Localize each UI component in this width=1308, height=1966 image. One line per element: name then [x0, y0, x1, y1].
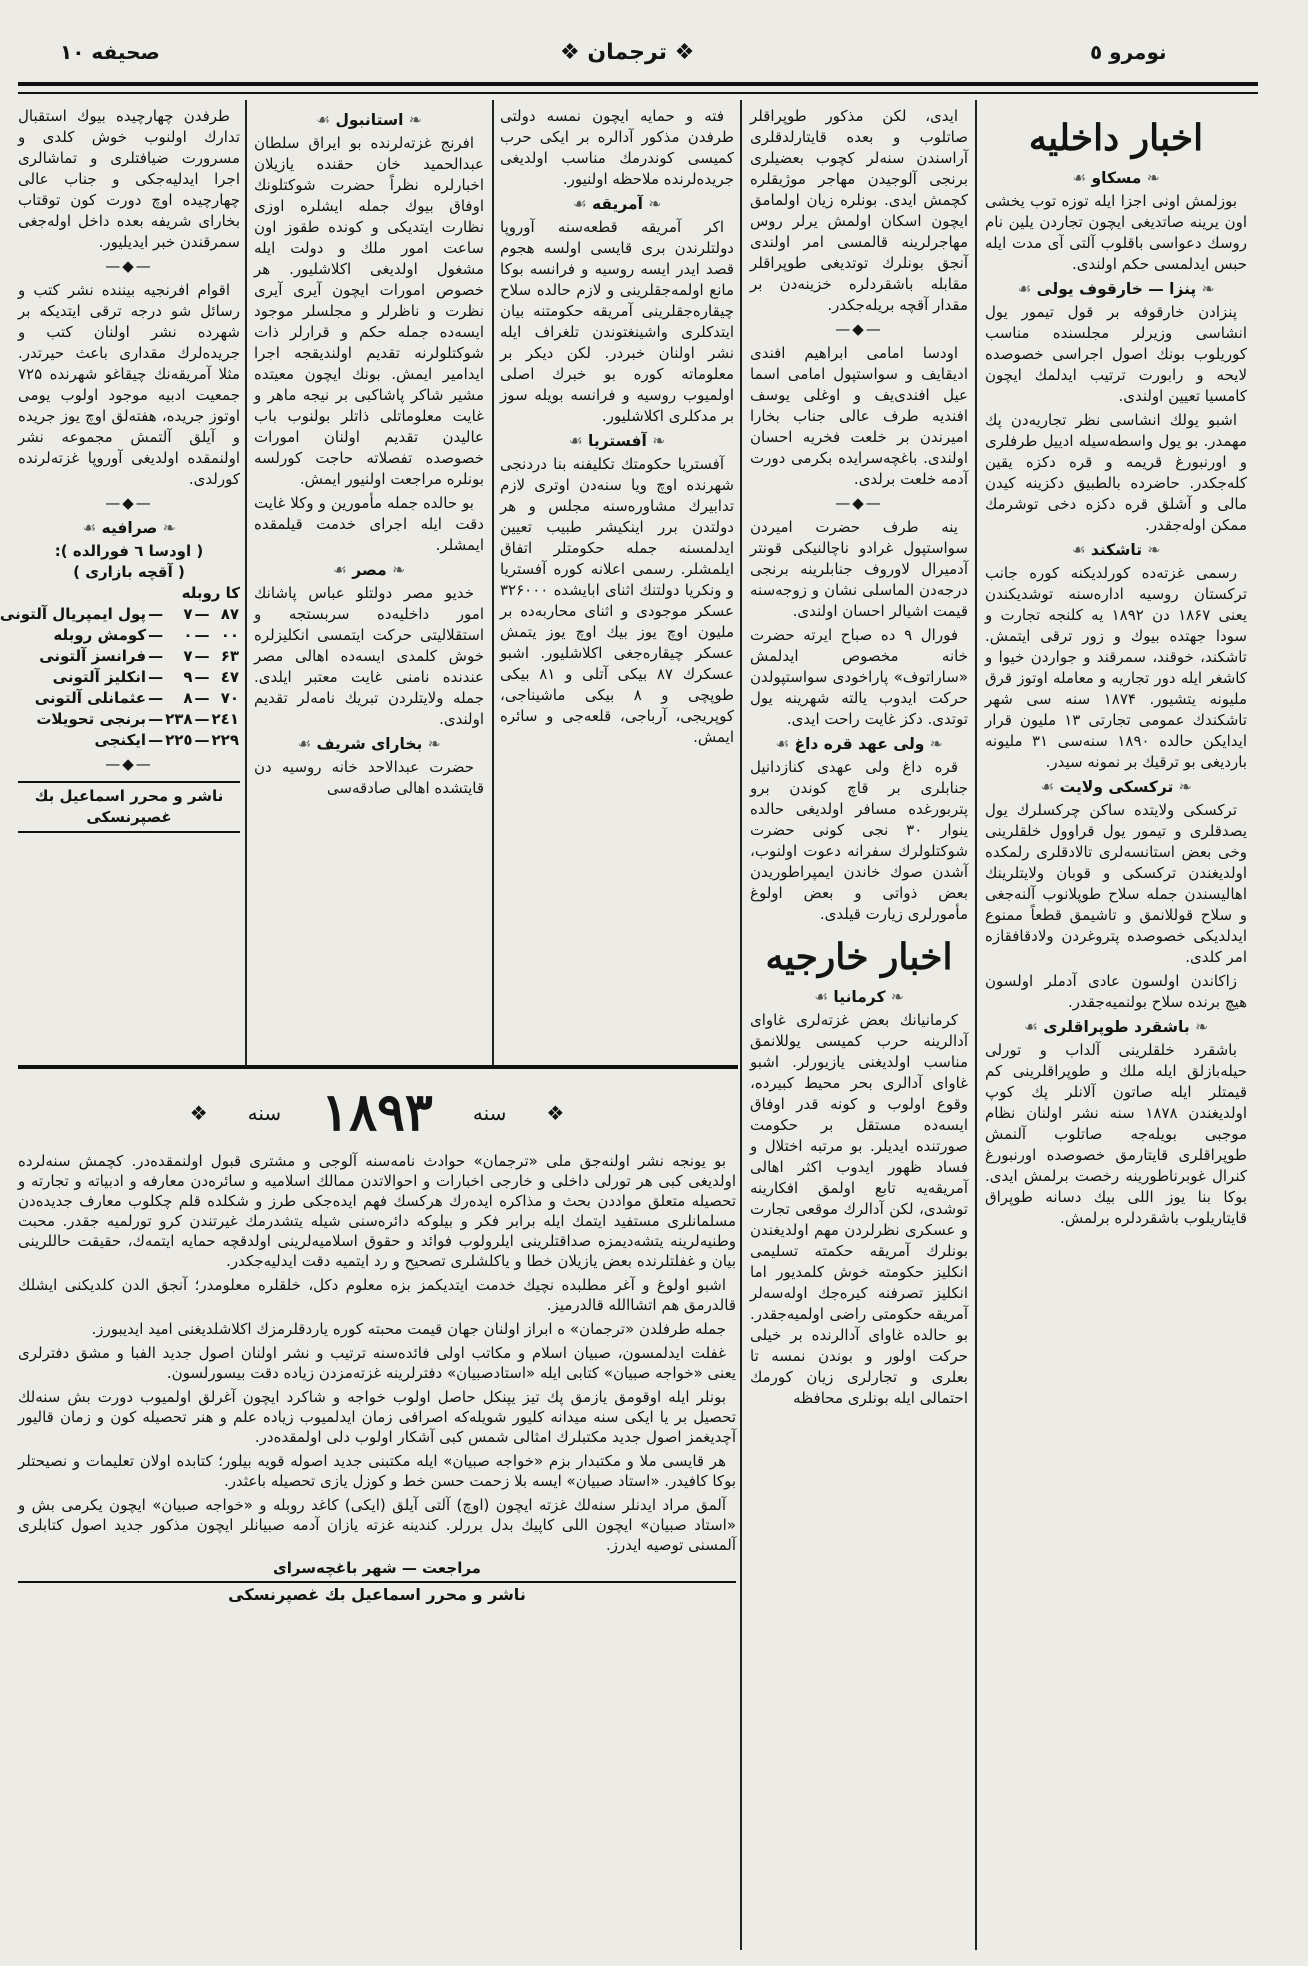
dash: — — [194, 689, 210, 707]
exchange-place-date: ( اودسا ٦ فورالده ): — [54, 542, 204, 560]
title-text: ترجمان — [587, 40, 667, 65]
article-paragraph: فورال ۹ ده صباح ايرته حضرت خانه مخصوص ايدلمش «ساراتوف» پاراخودى سواستپولدن حركت ايدوب يالته شهرينه يول توتدى. دكز غايت راحت ايدى. — [750, 626, 968, 728]
currency-label: انكليز آلتونى — [52, 668, 147, 686]
kopeck-value: ۶۳ — [220, 647, 239, 665]
ornament-icon: ❖ — [189, 1100, 208, 1125]
currency-label: فرانسز آلتونى — [39, 647, 147, 665]
page-number: صحيفه ۱۰ — [60, 40, 160, 64]
currency-label: عثمانلى آلتونى — [34, 689, 147, 707]
dash: — — [148, 647, 164, 665]
publisher-footer: ناشر و محرر اسماعيل بك غصپرنسكى — [18, 781, 240, 833]
kopeck-value: ۰۰ — [220, 626, 239, 644]
column-3 — [500, 106, 734, 751]
divider-ornament: —◆— — [105, 257, 153, 275]
exchange-row — [0, 730, 240, 751]
ruble-value: ۲۲٥ — [165, 731, 193, 749]
article-heading: ❧ پنزا — خارقوف يولى ☙ — [985, 279, 1247, 300]
year-word-left: سنه — [247, 1100, 282, 1125]
announcement-paragraph: بو يونجه نشر اولنه‌جق ملى «ترجمان» حوادث نامه‌سنه آلوجى و مشترى قبول اولنمقده‌در. كچمش سنه‌لرده اولديغى كبى هر تورلى داخلى و خارجى اخبارات و احوالاتدن ممالك اسلاميه و سائره‌دن معارفه و ادبياته و تجارته و تحصيله متعلق مواددن بحث و مذاكره ايده‌رك هركسك فهم ايده‌جكى طرز و شكلده قلم چكلوب معارف جديده‌دن مسلمانلرى مستفيد ايتمك ايله برابر فكر و بيلوكه دائره‌سنى شيله يتشدرمك غيرتندن كرو تورلميه جقدر. محبت وطنيه‌لرينه يتشه‌ديمزه صداقتلرينى ايلرولوب فوائد و حقوق اسلاميه‌لرينى اولدقچه حمايه ايتمه‌ك، حقيقت حاللرينى بيان و غفلتلرنده بعض يازيلان خطا و ياكلشلرى تصحيح و رد ايتميه دقت ايدليه‌جكدر. — [18, 1152, 736, 1270]
article-paragraph: اقوام افرنجيه بيننده نشر كتب و رسائل شو درجه ترقى ايتديكه بر شهرده نشر اولنان كتب و جريده‌لرك مقدارى باعث حيرتدر. مثلا آمريقه‌نك چيقاغو شهرنده ۷۲۵ جمعيت ادبيه موجود اولوب يومى اوتوز جريده، هفته‌لق اوچ يوز جريده و آيلق آلتمش مجموعه نشر اولنمقده اولديغى آوروپا غزته‌لرنده كورلدى. — [18, 281, 240, 488]
dash: — — [148, 626, 164, 644]
divider-ornament: —◆— — [105, 494, 153, 512]
announcement-paragraph: آلمق مراد ايدنلر سنه‌لك غزته ايچون (اوچ) آلتى آيلق (ايكى) كاغد روبله و «خواجه صبيان» ايچون يكرمى بش و «استاد صبيان» ايچون اللى كاپيك بدل بررلر. كندينه غزته يازان آدمه صبيانلر ايچون مذكور جديد اصول كتابلرى آلمسنى توصيه ايدرز. — [18, 1496, 736, 1554]
article-paragraph: حضرت عبدالاحد خانه روسيه دن قايتشده اهالى صادقه‌سى — [254, 758, 484, 797]
year-word-right: سنه — [472, 1100, 507, 1125]
article-paragraph: فته و حمايه ايچون نمسه دولتى طرفدن مذكور آدالره بر ايكى حرب كميسى كوندرمك مناسب اولديغى جريده‌لرنده ملاحظه اولنيور. — [500, 107, 734, 188]
article-paragraph: اودسا امامى ابراهيم افندى اديقايف و سواستپول امامى اسما عيل افندى‌يف و اوغلى يوسف افنديه طرف عالى جناب بخارا اميرندن بر خلعت فخريه احسان اولندى. باغچه‌سرايده بكرمى دورت آدمه خلعت برلدى. — [750, 344, 968, 488]
dash: — — [194, 647, 210, 665]
column-divider — [492, 100, 494, 1065]
ruble-value: ۷ — [183, 647, 193, 665]
dash: — — [148, 668, 164, 686]
divider-ornament: —◆— — [835, 320, 883, 338]
article-paragraph: ينه طرف حضرت اميردن سواستپول غرادو ناچالنيكى قونتر آدميرال لاوروف جنابلرينه برنجى درجه‌دن الماسلى نشان و زوجه‌سنه قيمت اشيالر احسان اولندى. — [750, 518, 968, 620]
exchange-row — [0, 646, 240, 667]
article-heading: ❧ آمريقه ☙ — [500, 194, 734, 215]
masthead-rule — [18, 92, 1258, 94]
article-heading: ❧ استانبول ☙ — [254, 110, 484, 131]
exchange-heading: ❧ صرافيه ☙ — [18, 518, 240, 539]
article-heading: ❧ بخاراى شريف ☙ — [254, 734, 484, 755]
divider-ornament: —◆— — [105, 755, 153, 773]
ruble-value: ۷ — [183, 605, 193, 623]
exchange-row — [0, 625, 240, 646]
column-4 — [750, 106, 968, 1412]
section-rule — [18, 1065, 738, 1069]
article-paragraph: رسمى غزته‌ده كورلديكنه كوره جانب تركستان روسيه اداره‌سنه توشديكندن يعنى ۱۸۶۷ دن ۱۸۹۲ يه كلنجه تجارت و سودا جهتده بيوك و زور ترقى ايتمش. تاشكند، خوقند، سمرقند و جواردن خيوا و كاشغر ايله دور تجاريه و معامله اوتوز قرق مليونه يتشيور. ۱۸۷۴ سنه سى شهر تاشكندك عمومى تجارتى ۱۳ مليون قرار ايدايكن حالده ۱۸۹۰ سنه‌سى ۳۱ مليونه بارديغى بو ترقيك بر نمونه سيدر. — [985, 564, 1248, 771]
announcement-paragraph: جمله طرفلدن «ترجمان» ه ابراز اولنان جهان قيمت محبته كوره ياردقلرمزك اكلاشلديغنى اميد ايديبورز. — [91, 1320, 726, 1338]
masthead-rule — [18, 82, 1258, 86]
column-divider — [740, 100, 742, 1950]
exchange-row — [0, 688, 240, 709]
article-paragraph: افرنج غزته‌لرنده بو ايراق سلطان عبدالحميد خان حقنده يازيلان اخبارلره نظراً حضرت شوكتلونك اوفاق بيوك جمله ايشلره اوزى نظارت ايتديكى و كونده طقوز اون ساعت امور ملك و دولت ايله مشغول اولديغى اكلاشليور. هر خصوص امورات ايچون آيرى آيرى نظرت و ناظرلر و مجلسلر موجود ايسه‌ده جمله حكم و قرارلر ذات شوكتلولرنه تقديم اولنديقجه اجرا ايدامير ايمش. بونك ايچون معيتده مشير شاكر پاشاكبى بر نيجه ماهر و غايت معلوماتلى ذاتلر بولنوب باب عاليدن تقديم اولنان امورات خصوصده تفصلاته حاجت كورلسه بونلره مراجعت اولنيور ايمش. — [254, 134, 484, 488]
article-heading: ❧ مصر ☙ — [254, 560, 484, 581]
article-paragraph: بوزلمش اونى اجزا ايله توزه توب يخشى اون يرينه صاتديغى ايچون تجاردن يلين نام روسك دعواسى باقلوب آلتى آى مدت ايله حبس ايدلمسى حكم اولندى. — [985, 192, 1247, 273]
dash: — — [148, 689, 164, 707]
exchange-row — [0, 667, 240, 688]
newspaper-title — [560, 40, 694, 65]
article-paragraph: بو حالده جمله مأمورين و وكلا غايت دقت ايله اجراى خدمت قيلمقده ايمشلر. — [254, 494, 484, 554]
article-paragraph: اشبو يولك انشاسى نظر تجاريه‌دن پك مهمدر. بو يول واسطه‌سيله ادييل طرفلرى و اورنبورغ قريمه و قره دكزه يقين كله‌جكدر. حاضرده بالطبيق دكزينه كيدن مالى و آشلق قره دكزه دخى توشرمك ممكن اوله‌جقدر. — [985, 411, 1247, 534]
section-title-domestic-news: اخبار داخليه — [1028, 117, 1204, 159]
article-paragraph: آفستريا حكومتك تكليفنه بنا دردنجى شهرنده اوچ ويا سنه‌دن اوترى لازم تدابيرك مشاوره‌سنه مجلس و هر دولتدن برر اينكيشر طبيب تعيين ايدلمسنه جمله حكومتلر اتفاق ايلمشلر. رسمى اعلانه كوره آفستريا و ونكريا دولتنك اثناى ابايشده ۳۲۶۰۰۰ عسكر موجودى و اثناى محاربه‌ده بر مليون اوچ يوز بيك اوچ يوز يتمش عسكر چيقاره‌جغى اكلاشليور. اشبو عسكرك ۸۷ بيكى آتلى و ۸۱ بيكى طوپچى و ۸ بيكى ماشيناجى، كوپريجى، آرباجى، قلعه‌جى و سائره ايمش. — [500, 455, 735, 746]
currency-label: پول ايمپريال آلتونى — [0, 605, 147, 623]
kopeck-value: ۲۲۹ — [211, 731, 239, 749]
kopeck-value: ۷۰ — [220, 689, 239, 707]
article-paragraph: باشقرد خلقلرينى آلداب و تورلى حيله‌بازلق ايله ملك و طوپراقلرينى كم قيمتلر ايله صاتون آلانلر پك كوپ اولديغندن ۱۸۷۸ سنه نشر اولنان نظام موجبى بويله‌جه صاتلوب آلنمش طوپراقلرى قايتارمق خصوصده اورنبورغ كنرال غوبرناطورينه رخصت برلمش ايدى. بوكا بنا يوز اللى بيك دسانه طوپراق قايتاريلوب باشقردلره برلمش. — [985, 1041, 1247, 1227]
article-paragraph: تركسكى ولايتده ساكن چركسلرك يول يصدقلرى و تيمور يول قراوول خلقلرينى وخى بعض استانسه‌لرى تالادقلرى رلمكده اولديغندن تركسكى و قوبان ولايتلرينك اهاليسندن جمله سلاح طوپلانوب آلنه‌جغى و سلاح قوللانمق و تاشيمق قطعاً ممنوع ايدلديكى خصوصده پتروغردن ولادقافقازه امر كلدى. — [985, 801, 1247, 966]
section-title-foreign-news: اخبار خارجيه — [765, 936, 953, 978]
article-paragraph: خديو مصر دولتلو عباس پاشانك امور داخليه‌ده سربستجه و استقلاليتى حركت ايتمسى انكليزلره خوش كلمدى ايسه‌ده اهالى مصر عندنده نامنى غايت معتبر ايلدى. جمله ولايتلردن تبريك نامه‌لر تقديم اولندى. — [254, 584, 484, 728]
kopeck-value: ۲٤۱ — [211, 710, 239, 728]
announcement-paragraph: بونلر ايله اوقومق يازمق پك تيز يپنكل حاصل اولوب خواجه و شاكرد ايچون آغرلق اولميوب دورت بش سنه‌لك تحصيل بر يا ايكى سنه ميدانه كليور شويله‌كه اصرافى زمان ايدلميوب زياده علم و هنر تحصيله كون و زمان قاليور آچديغمز اصول جديد مكتبلرك امثالى شمس كبى آشكار اولوب دلى اولمقده‌در. — [18, 1388, 736, 1446]
announcement-year: ۱۸۹۳ — [321, 1082, 433, 1143]
kopeck-value: ۸۷ — [220, 605, 239, 623]
currency-label: ايكنجى — [94, 731, 147, 749]
exchange-row — [0, 604, 240, 625]
article-heading: ❧ تاشكند ☙ — [985, 540, 1247, 561]
ruble-value: ۲۳۸ — [165, 710, 193, 728]
article-heading: ❧ ولى عهد قره داغ ☙ — [750, 734, 968, 755]
column-divider — [245, 100, 247, 1065]
exchange-unit-header: كا روبله — [181, 584, 240, 602]
article-heading: ❧ آفستريا ☙ — [500, 431, 734, 452]
column-divider — [975, 100, 977, 1950]
column-domestic-news — [985, 106, 1247, 1232]
announcement-paragraph: غفلت ايدلمسون، صبيان اسلام و مكاتب اولى فائده‌سنه ترتيب و نشر اولنان اصول جديد الفبا و مشق دفترلرى يعنى «خواجه صبيان» كتابى ايله «استادصبيان» دفترلرينه غزته‌مزدن زياده دقت بيسورلسون. — [18, 1344, 736, 1382]
article-heading: ❧ كرمانيا ☙ — [750, 987, 968, 1008]
ruble-value: ۹ — [183, 668, 193, 686]
exchange-table — [0, 604, 240, 751]
article-paragraph: اكر آمريقه قطعه‌سنه آوروپا دولتلرندن برى قايسى اولسه هجوم قصد ايدر ايسه روسيه و فرانسه بوكا مانع اولمه‌جقلرينى و لازم حالده سلاح چيقاره‌جقلرينى آمريقه حكومتنه بيان ايتدكلرى واشينغتوندن تلغراف ايله نشر اولنان خبردر. لكن ديكر بر معلوماته كوره بو خبرك اصلى اولميوب روسيه و فرانسه بويله سوز بر مدكلرى اكلاشليور. — [500, 218, 734, 425]
exchange-row — [0, 709, 240, 730]
column-1 — [0, 106, 240, 833]
divider-ornament: —◆— — [835, 494, 883, 512]
article-heading: ❧ تركسكى ولايت ☙ — [985, 777, 1247, 798]
dash: — — [148, 605, 164, 623]
ruble-value: ۰ — [183, 626, 193, 644]
article-paragraph: پنزادن خارقوفه بر قول تيمور يول انشاسى وزيرلر مجلسنده مناسب كوريلوب بونك اصول اجراسى خصوصده لايحه و رابورت ترتيب ايدلمك ايچون كامسيا تعيين اولندى. — [985, 303, 1247, 405]
dash: — — [148, 710, 164, 728]
ruble-value: ۸ — [183, 689, 193, 707]
announcement-address: مراجعت — شهر باغچه‌سراى — [273, 1559, 481, 1577]
ornament-icon: ❖ — [546, 1100, 565, 1125]
dash: — — [194, 605, 210, 623]
article-heading: ❧ مسكاو ☙ — [985, 168, 1247, 189]
announcement-paragraph: هر قايسى ملا و مكتبدار بزم «خواجه صبيان» ايله مكتبنى جديد اصوله قويه بيلور؛ كتابده اولان تعليمات و نصيحتلر بوكا كافيدر. «استاد صبيان» ايسه بلا زحمت حسن خط و كوزل يازى تحصيله باعثدر. — [18, 1452, 736, 1490]
article-paragraph: طرفدن چهارچيده بيوك استقبال تدارك اولنوب خوش كلدى و مسرورت ضيافتلرى و تماشالرى اجرا ايدليه‌جكى و جناب عالى چهارچيده اوچ دورت كون توقتاب بخاراى شريفه بعده داخل اوله‌جغى سمرقندن خبر ايديليور. — [18, 107, 240, 251]
article-paragraph: ايدى، لكن مذكور طوپراقلر صاتلوب و بعده قايتارلدقلرى آراسندن سنه‌لر كچوب بعضيلرى برنجى آلوجيدن مهاجر موژيقلره كچمش ايدى. بونلره زيان اولمامق ايچون اسكان اولمش يرلر روس مهاجرلرينه قالمسى امر اولندى آنجق بونلرك توتديغى طوپراقلر مقابله باشقردلره خزينه‌دن بر مقدار آقچه بريله‌جكدر. — [750, 107, 968, 314]
column-2 — [254, 106, 484, 802]
announcement-title — [18, 1082, 736, 1143]
dash: — — [194, 668, 210, 686]
kopeck-value: ٤۷ — [220, 668, 239, 686]
dash: — — [194, 626, 210, 644]
exchange-market: ( آقچه بازارى ) — [73, 563, 185, 581]
ornament-icon: ❖ — [666, 40, 695, 65]
currency-label: كومش روبله — [53, 626, 147, 644]
article-paragraph: كرمانيانك بعض غزته‌لرى غاواى آدالرينه حرب كميسى يوللانمق مناسب اولديغنى يازيورلر. اشبو غاواى آدالرى بحر محيط كبيرده، وقوع اولوب و كونه قدر اوفاق ايسه‌ده مستقل بر حكومت صورتنده ايديلر. بو مرتبه اختلال و فساد ظهور ايدوب اكثر اهالى آمريقه‌يه تابع اولمق افكارينه توشدى، لكن آدالرك موقعى تجارت و عسكرى نظرلردن مهم اولديغندن بونلرك آمريقه حكمته تسليمى انكليز حكومته خوش كلمديور اما انكليز تصرفنه كيره‌جك اوله‌سه‌لر آمريقه حكومتى راضى اولميه‌جقدر. بو حالده غاواى آدالرنده بر خيلى حركت اولور و بوندن نمسه تا بعلرى و تجارلرى زيان كورمك احتمالى ايله بونلرى محافظه — [750, 1011, 968, 1407]
dash: — — [194, 731, 210, 749]
announcement-paragraph: اشبو اولوغ و آغر مطلبده نچيك خدمت ايتديكمز بزه معلوم دكل، خلقلره معلومدر؛ آنجق الدن كلديكنى ايشلك قالدرمق هم اتشاالله قالدرميز. — [18, 1276, 736, 1314]
currency-label: برنجى تحويلات — [36, 710, 147, 728]
dash: — — [194, 710, 210, 728]
article-paragraph: زاكاندن اولسون عادى آدملر اولسون هيچ برنده سلاح بولنميه‌جقدر. — [985, 972, 1247, 1011]
announcement-footer: ناشر و محرر اسماعيل بك غصپرنسكى — [18, 1581, 736, 1604]
article-paragraph: قره داغ ولى عهدى كنازدانيل جنابلرى بر قاچ كوندن برو پتربورغده مسافر اولديغى حالده ينوار ۳۰ نجى كونى حضرت شوكتلولرك سفرانه دعوت اولنوب، آشدن صوك خاندن ايمپراطوريدن بعض ذواتى و بعض اولوغ مأمورلرى زيارت قيلدى. — [750, 758, 968, 923]
subscription-announcement — [18, 1072, 736, 1604]
issue-number: نومرو ٥ — [1090, 40, 1167, 64]
dash: — — [148, 731, 164, 749]
ornament-icon: ❖ — [560, 40, 588, 65]
article-heading: ❧ باشقرد طوپراقلرى ☙ — [985, 1017, 1247, 1038]
